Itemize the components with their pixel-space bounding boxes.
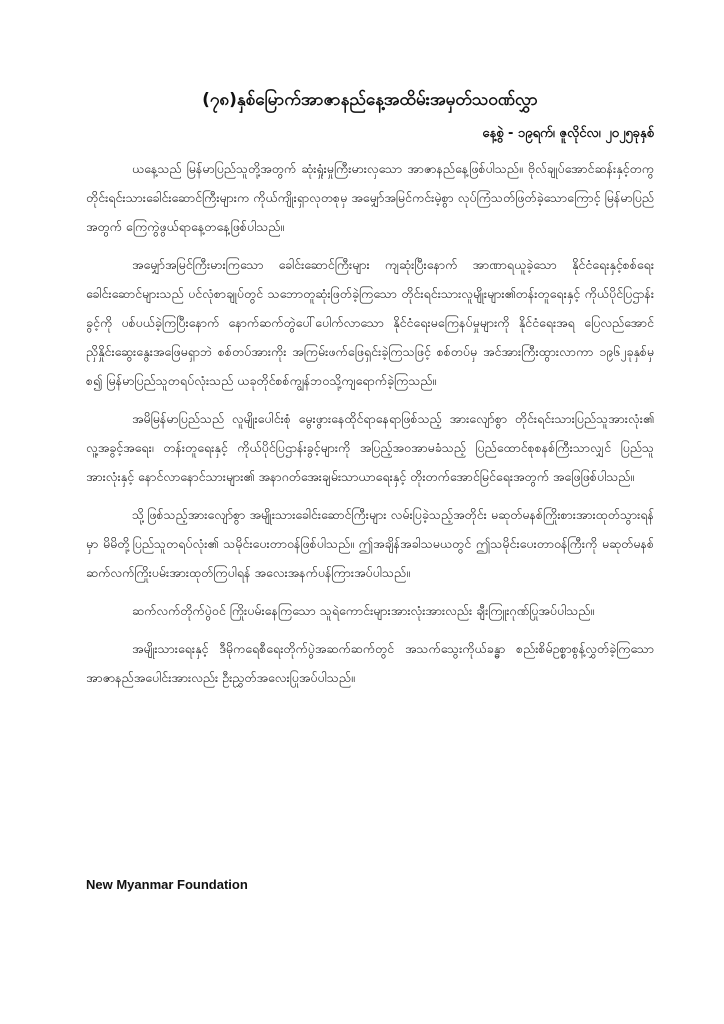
paragraph-3: အမိမြန်မာပြည်သည် လူမျိုးပေါင်းစုံ မွေးဖွားနေထိုင်ရာနေရာဖြစ်သည့် အားလျော်စွာ တိုင်းရင်းသားပြည်သူအားလုံး၏ လူ့အခွင့်အရေး၊ တန်းတူရေးနှင့် ကိုယ်ပိုင်ပြဌာန်းခွင့်များကို အပြည့်အဝအာမခံသည့် ပြည်ထောင်စုစနစ်ကြီးသာလျှင် ပြည်သူအားလုံးနှင့် နောင်လာနောင်သားများ၏ အနာဂတ်အေးချမ်းသာယာရေးနှင့် တိုးတက်အောင်မြင်ရေးအတွက် အဖြေဖြစ်ပါသည်။ bbox=[86, 411, 654, 484]
paragraph-4: သို့ဖြစ်သည့်အားလျော်စွာ အမျိုးသားခေါင်းဆောင်ကြီးများ လမ်းပြခဲ့သည့်အတိုင်း မဆုတ်မနစ်ကြိုးစားအားထုတ်သွားရန်မှာ မိမိတို့ပြည်သူတရပ်လုံး၏ သမိုင်းပေးတာဝန်ဖြစ်ပါသည်။ ဤအချိန်အခါသမယတွင် ဤသမိုင်းပေးတာဝန်ကြီးကို မဆုတ်မနစ်ဆက်လက်ကြိုးပမ်းအားထုတ်ကြပါရန် အလေးအနက်ပန်ကြားအပ်ပါသည်။ bbox=[86, 507, 654, 580]
paragraph-5: ဆက်လက်တိုက်ပွဲဝင် ကြိုးပမ်းနေကြသော သူရဲကောင်းများအားလုံးအားလည်း ချီးကြူးဂုဏ်ပြုအပ်ပါသည်။ bbox=[132, 603, 595, 618]
paragraph-6: အမျိုးသားရေးနှင့် ဒီမိုကရေစီရေးတိုက်ပွဲအဆက်ဆက်တွင် အသက်သွေးကိုယ်ခန္ဓာ စည်းစိမ်ဥစ္စာစွန့်လွှတ်ခဲ့ကြသော အာဇာနည်အပေါင်းအားလည်း ဦးညွှတ်အလေးပြုအပ်ပါသည်။ bbox=[86, 641, 654, 685]
paragraph-1: ယနေ့သည် မြန်မာပြည်သူတို့အတွက် ဆုံးရှုံးမှုကြီးမားလှသော အာဇာနည်နေ့ဖြစ်ပါသည်။ ဗိုလ်ချုပ်အောင်ဆန်းနှင့်တကွ တိုင်းရင်းသားခေါင်းဆောင်ကြီးများက ကိုယ်ကျိုးရှာလုတစုမှ အမျှော်အမြင်ကင်းမဲ့စွာ လုပ်ကြံသတ်ဖြတ်ခဲ့သောကြောင့် မြန်မာပြည်အတွက် ကြေကွဲဖွယ်ရာနေ့တနေ့ဖြစ်ပါသည်။ bbox=[86, 161, 654, 234]
document-title: (၇၈)နှစ်မြောက်အာဇာနည်နေ့အထိမ်းအမှတ်သဝဏ်လွှာ bbox=[202, 90, 538, 110]
paragraph-2: အမျှော်အမြင်ကြီးမားကြသော ခေါင်းဆောင်ကြီးများ ကျဆုံးပြီးနောက် အာဏာရယူခဲ့သော နိုင်ငံရေးနှင့်စစ်ရေးခေါင်းဆောင်များသည် ပင်လုံစာချုပ်တွင် သဘောတူဆုံးဖြတ်ခဲ့ကြသော တိုင်းရင်းသားလူမျိုးများ၏တန်းတူရေးနှင့် ကိုယ်ပိုင်ပြဌာန်းခွင့်ကို ပစ်ပယ်ခဲ့ကြပြီးနောက် နောက်ဆက်တွဲပေါ်ပေါက်လာသော နိုင်ငံရေးမကြေနပ်မှုများကို နိုင်ငံရေးအရ ပြေလည်အောင် ညှိနှိုင်းဆွေးနွေးအဖြေမရှာဘဲ စစ်တပ်အားကိုး အကြမ်းဖက်ဖြေရှင်းခဲ့ကြသဖြင့် စစ်တပ်မှ အင်အားကြီးထွားလာကာ ၁၉၆၂ခုနှစ်မှစ၍ မြန်မာပြည်သူတရပ်လုံးသည် ယခုတိုင်စစ်ကျွန်ဘဝသို့ကျရောက်ခဲ့ကြသည်။ bbox=[86, 257, 654, 388]
document-date: နေ့စွဲ - ၁၉ရက်၊ ဇူလိုင်လ၊ ၂၀၂၅ခုနှစ် bbox=[482, 126, 654, 141]
signature: New Myanmar Foundation bbox=[86, 877, 248, 892]
